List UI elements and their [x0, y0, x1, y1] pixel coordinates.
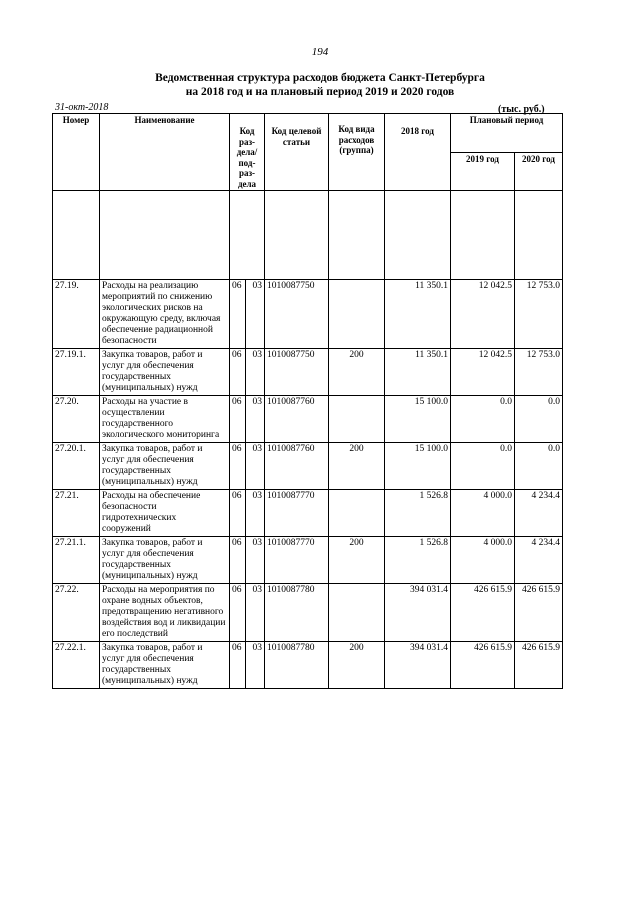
row-section-code: 06	[230, 349, 246, 396]
row-name: Расходы на обеспечение безопасности гидротехнических сооружений	[100, 490, 230, 537]
row-expense-type	[329, 396, 385, 443]
row-expense-type: 200	[329, 537, 385, 584]
row-number: 27.20.1.	[53, 443, 100, 490]
table-row	[53, 584, 563, 642]
row-section-code: 06	[230, 280, 246, 349]
budget-table	[52, 113, 563, 689]
row-amount-2019: 4 000.0	[451, 490, 515, 537]
row-expense-type	[329, 584, 385, 642]
row-amount-2020: 4 234.4	[515, 490, 563, 537]
row-number: 27.22.1.	[53, 642, 100, 689]
row-section-code: 06	[230, 443, 246, 490]
row-expense-type	[329, 280, 385, 349]
row-target-code: 1010087760	[265, 396, 329, 443]
table-row	[53, 349, 563, 396]
row-name: Закупка товаров, работ и услуг для обеспечения государственных (муниципальных) нужд	[100, 443, 230, 490]
table-row	[53, 490, 563, 537]
row-number: 27.19.1.	[53, 349, 100, 396]
table-row	[53, 642, 563, 689]
table-row	[53, 396, 563, 443]
row-name: Расходы на мероприятия по охране водных объектов, предотвращению негативного воздействия вод и ликвидации его последствий	[100, 584, 230, 642]
header-2020: 2020 год	[515, 152, 563, 191]
row-number: 27.19.	[53, 280, 100, 349]
header-2018: 2018 год	[385, 114, 451, 191]
row-amount-2018: 15 100.0	[385, 396, 451, 443]
row-target-code: 1010087770	[265, 537, 329, 584]
row-section-code: 06	[230, 537, 246, 584]
row-expense-type: 200	[329, 443, 385, 490]
row-amount-2018: 11 350.1	[385, 349, 451, 396]
row-target-code: 1010087780	[265, 584, 329, 642]
row-target-code: 1010087780	[265, 642, 329, 689]
row-number: 27.20.	[53, 396, 100, 443]
title-line-2: на 2018 год и на плановый период 2019 и 2020 годов	[185, 86, 455, 98]
table-body	[53, 280, 563, 689]
row-subsection-code: 03	[246, 490, 265, 537]
row-number: 27.21.	[53, 490, 100, 537]
row-amount-2018: 11 350.1	[385, 280, 451, 349]
table-row	[53, 280, 563, 349]
row-amount-2018: 1 526.8	[385, 537, 451, 584]
row-subsection-code: 03	[246, 443, 265, 490]
row-amount-2018: 15 100.0	[385, 443, 451, 490]
row-amount-2018: 394 031.4	[385, 584, 451, 642]
row-amount-2018: 394 031.4	[385, 642, 451, 689]
document-date: 31-окт-2018	[55, 102, 109, 113]
row-amount-2018: 1 526.8	[385, 490, 451, 537]
row-amount-2020: 0.0	[515, 443, 563, 490]
row-amount-2019: 12 042.5	[451, 280, 515, 349]
header-2019: 2019 год	[451, 152, 515, 191]
row-amount-2020: 426 615.9	[515, 584, 563, 642]
row-name: Расходы на реализацию мероприятий по снижению экологических рисков на окружающую среду, включая обеспечение радиационной безопасности	[100, 280, 230, 349]
row-subsection-code: 03	[246, 280, 265, 349]
row-expense-type: 200	[329, 642, 385, 689]
row-amount-2019: 426 615.9	[451, 642, 515, 689]
row-subsection-code: 03	[246, 642, 265, 689]
header-expense-type: Код вида расходов (группа)	[329, 114, 385, 191]
header-spacer-row	[53, 191, 563, 280]
row-section-code: 06	[230, 396, 246, 443]
row-subsection-code: 03	[246, 396, 265, 443]
row-target-code: 1010087750	[265, 280, 329, 349]
row-name: Расходы на участие в осуществлении государственного экологического мониторинга	[100, 396, 230, 443]
row-amount-2019: 0.0	[451, 443, 515, 490]
row-section-code: 06	[230, 642, 246, 689]
row-amount-2019: 0.0	[451, 396, 515, 443]
row-amount-2020: 426 615.9	[515, 642, 563, 689]
table-row	[53, 443, 563, 490]
row-name: Закупка товаров, работ и услуг для обеспечения государственных (муниципальных) нужд	[100, 349, 230, 396]
row-amount-2020: 0.0	[515, 396, 563, 443]
row-amount-2020: 12 753.0	[515, 280, 563, 349]
row-subsection-code: 03	[246, 349, 265, 396]
row-name: Закупка товаров, работ и услуг для обеспечения государственных (муниципальных) нужд	[100, 642, 230, 689]
row-target-code: 1010087760	[265, 443, 329, 490]
row-target-code: 1010087770	[265, 490, 329, 537]
row-subsection-code: 03	[246, 584, 265, 642]
header-name: Наименование	[100, 114, 230, 191]
header-section: Код раз-дела/ под-раз-дела	[230, 114, 265, 191]
row-amount-2019: 4 000.0	[451, 537, 515, 584]
document-title	[0, 71, 640, 99]
row-subsection-code: 03	[246, 537, 265, 584]
header-target: Код целевой статьи	[265, 114, 329, 191]
header-planned-period: Плановый период	[451, 114, 563, 153]
row-amount-2020: 12 753.0	[515, 349, 563, 396]
row-number: 27.22.	[53, 584, 100, 642]
header-row	[53, 114, 563, 153]
header-number: Номер	[53, 114, 100, 191]
row-section-code: 06	[230, 584, 246, 642]
title-line-1: Ведомственная структура расходов бюджета Санкт-Петербурга	[155, 72, 485, 84]
units-label: (тыс. руб.)	[498, 104, 545, 115]
row-amount-2019: 426 615.9	[451, 584, 515, 642]
row-target-code: 1010087750	[265, 349, 329, 396]
row-expense-type	[329, 490, 385, 537]
row-expense-type: 200	[329, 349, 385, 396]
row-amount-2020: 4 234.4	[515, 537, 563, 584]
row-amount-2019: 12 042.5	[451, 349, 515, 396]
page-number: 194	[311, 46, 329, 58]
table-row	[53, 537, 563, 584]
row-number: 27.21.1.	[53, 537, 100, 584]
row-section-code: 06	[230, 490, 246, 537]
row-name: Закупка товаров, работ и услуг для обеспечения государственных (муниципальных) нужд	[100, 537, 230, 584]
